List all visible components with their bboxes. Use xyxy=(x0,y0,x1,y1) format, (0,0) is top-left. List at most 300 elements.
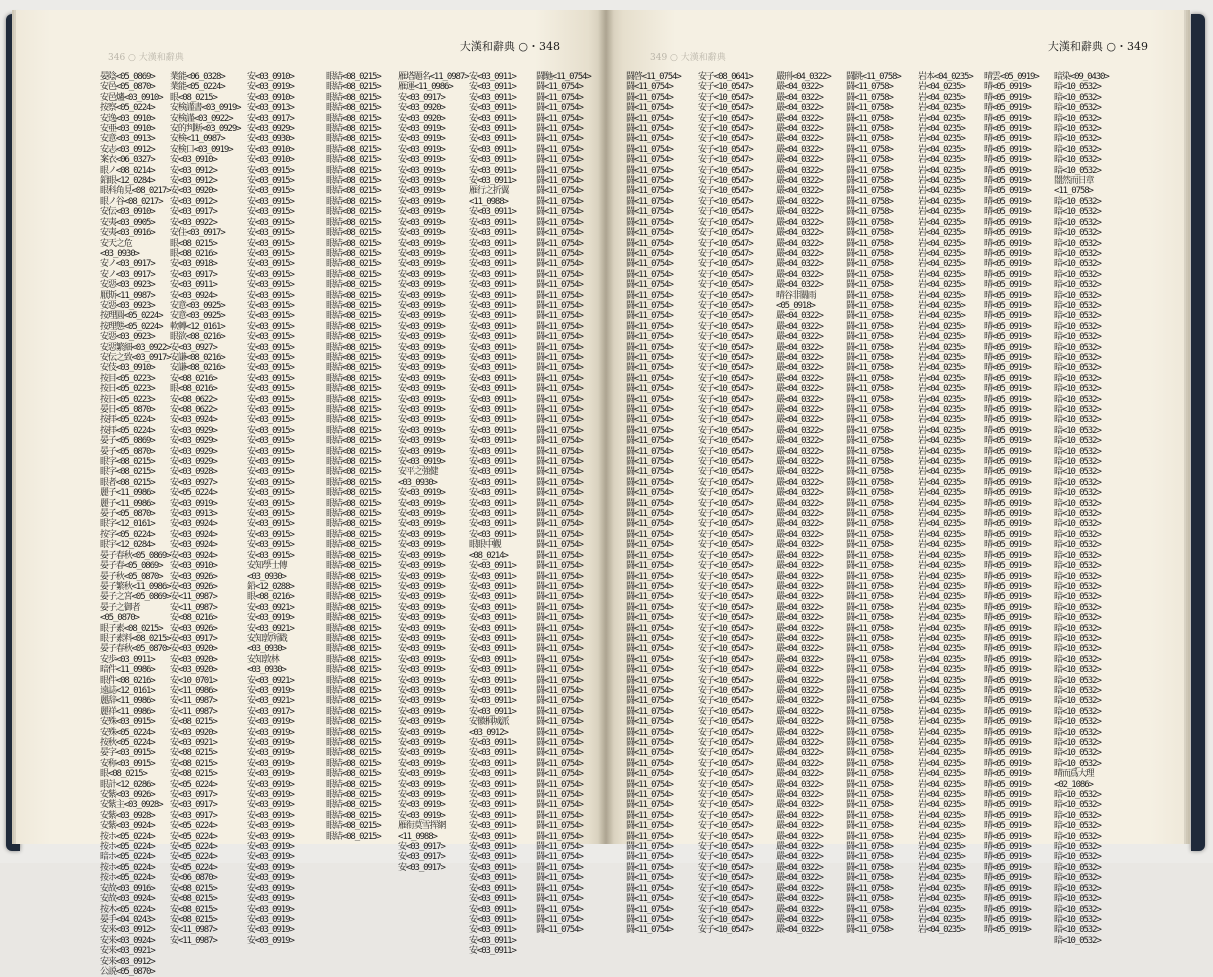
index-entry: 闘<11_0754> xyxy=(626,259,673,270)
index-entry: 嚴<04_0322> xyxy=(776,550,823,561)
index-entry: 晏日<05_0870> xyxy=(100,405,155,415)
index-entry: 晴<05_0919> xyxy=(984,134,1031,145)
index-entry: 按秋<05_0224> xyxy=(100,738,155,748)
index-entry: 闘<11_0754> xyxy=(626,894,673,905)
index-entry: 岩<04_0235> xyxy=(918,914,965,925)
index-entry: 安子<10_0547> xyxy=(698,259,753,270)
index-entry: 嚴<04_0322> xyxy=(776,425,823,436)
index-entry: 安<11_0987> xyxy=(170,935,217,946)
index-entry: 安<05_0224> xyxy=(170,821,217,832)
index-entry: 安殊<05_0224> xyxy=(100,727,155,738)
index-entry: 闘<11_0754> xyxy=(626,925,673,936)
index-entry: 安<03_0910> xyxy=(170,561,217,572)
index-entry: 闘<11_0754> xyxy=(536,883,583,894)
index-entry: 眼結<08_0215> xyxy=(326,509,381,520)
index-entry: 安<03_0911> xyxy=(469,248,516,259)
index-entry: 眼結<08_0215> xyxy=(326,571,381,582)
index-entry: 眼結<08_0215> xyxy=(326,155,381,166)
index-entry: 岩<04_0235> xyxy=(918,311,965,322)
index-entry: 安子<10_0547> xyxy=(698,457,753,468)
index-entry: 安天之危 xyxy=(100,238,132,249)
index-entry: 嚴<04_0322> xyxy=(776,665,823,676)
index-entry: 嚴<04_0322> xyxy=(776,228,823,239)
index-entry: 闘<11_0754> xyxy=(626,758,673,769)
index-entry: 安<03_0915> xyxy=(247,269,294,280)
index-entry: 嚴<04_0322> xyxy=(776,373,823,384)
index-entry: 闘<11_0754> xyxy=(626,571,673,582)
index-entry: 嚴<04_0322> xyxy=(776,155,823,166)
index-entry: 嚴<04_0322> xyxy=(776,779,823,790)
index-entry: 闘<11_0754> xyxy=(626,748,673,759)
index-entry: 岩<04_0235> xyxy=(918,176,965,187)
index-entry: 安<03_0919> xyxy=(247,613,294,624)
index-entry: 安検<11_0987> xyxy=(170,134,225,145)
index-entry: 闘<11_0758> xyxy=(846,311,893,322)
index-entry: 闘<11_0758> xyxy=(846,633,893,644)
index-entry: 嚴<04_0322> xyxy=(776,248,823,259)
index-entry: 岩<04_0235> xyxy=(918,321,965,332)
index-entry: 安伝之致<03_0917> xyxy=(100,352,171,363)
index-entry: 暗<10_0532> xyxy=(1054,873,1101,884)
index-entry: 安<03_0919> xyxy=(247,717,294,728)
index-entry: 闘<11_0754> xyxy=(536,321,583,332)
index-entry: 晏子之宮<05_0869> xyxy=(100,592,171,603)
index-entry: 闘<11_0754> xyxy=(626,207,673,218)
index-entry: 嚴<04_0322> xyxy=(776,561,823,572)
index-entry: 安知敦林 xyxy=(247,654,279,665)
index-entry: 安<03_0919> xyxy=(398,446,445,457)
index-entry: 安的判断<03_0929> xyxy=(170,124,241,135)
book-cover-right xyxy=(1191,14,1205,851)
index-entry: 闘<11_0758> xyxy=(846,124,893,135)
index-entry: 安子<10_0547> xyxy=(698,363,753,374)
index-entry: 眼結<08_0215> xyxy=(326,82,381,93)
index-entry: 晴<05_0919> xyxy=(984,873,1031,884)
index-entry: 安子<10_0547> xyxy=(698,425,753,436)
index-entry: 安<03_0915> xyxy=(247,457,294,468)
index-entry: 安<03_0921> xyxy=(247,696,294,707)
index-entry: 安<03_0911> xyxy=(469,207,516,218)
index-entry: 安<03_0919> xyxy=(398,592,445,603)
index-entry: 暗<10_0532> xyxy=(1054,758,1101,769)
index-entry: 安<08_0215> xyxy=(170,883,217,894)
index-entry: 按木<05_0224> xyxy=(100,904,155,915)
index-entry: 安ノ<03_0917> xyxy=(100,269,155,280)
index-entry: 暗<10_0532> xyxy=(1054,602,1101,613)
index-entry: 安<03_0919> xyxy=(398,311,445,322)
index-entry: 晴<05_0919> xyxy=(984,415,1031,426)
index-entry: 闘<11_0758> xyxy=(846,529,893,540)
index-entry: 岩<04_0235> xyxy=(918,717,965,728)
index-entry: 安<03_0911> xyxy=(469,394,516,405)
index-entry: 岩<04_0235> xyxy=(918,124,965,135)
index-entry: 暗<10_0532> xyxy=(1054,321,1101,332)
index-entry: 安<03_0919> xyxy=(398,706,445,717)
index-entry: 安<03_0915> xyxy=(247,280,294,291)
index-entry: 闘<11_0754> xyxy=(626,269,673,280)
index-entry: 眼結<08_0215> xyxy=(326,623,381,634)
index-entry: 安<03_0917> xyxy=(170,790,217,801)
index-entry: 安<03_0911> xyxy=(469,238,516,249)
index-entry: 安<03_0911> xyxy=(469,779,516,790)
index-entry: 岩<04_0235> xyxy=(918,248,965,259)
index-entry: 闘<11_0754> xyxy=(536,571,583,582)
index-entry: 安<03_0919> xyxy=(398,529,445,540)
index-entry: 眼結<08_0215> xyxy=(326,779,381,790)
index-entry: 眼結<08_0215> xyxy=(326,165,381,176)
index-entry: 暗<10_0532> xyxy=(1054,935,1101,946)
index-entry: 嚴<04_0322> xyxy=(776,311,823,322)
index-entry: 安子<10_0547> xyxy=(698,613,753,624)
index-entry: 晴<05_0919> xyxy=(984,685,1031,696)
index-entry: 暗<10_0532> xyxy=(1054,488,1101,499)
index-entry: 安子<10_0547> xyxy=(698,706,753,717)
index-entry: 嚴<04_0322> xyxy=(776,363,823,374)
index-entry: 遠誌<12_0161> xyxy=(100,685,155,696)
index-entry: 岩<04_0235> xyxy=(918,790,965,801)
index-entry: 安<03_0919> xyxy=(398,727,445,738)
index-entry: 安<03_0919> xyxy=(398,561,445,572)
index-entry: 眼結<08_0215> xyxy=(326,581,381,592)
index-entry: 安子<10_0547> xyxy=(698,498,753,509)
index-entry: 闘<11_0758> xyxy=(846,519,893,530)
index-entry: 闘<11_0758> xyxy=(846,727,893,738)
index-entry: 闘<11_0758> xyxy=(846,873,893,884)
index-entry: 闘<11_0754> xyxy=(536,425,583,436)
index-entry: 嚴<04_0322> xyxy=(776,790,823,801)
index-entry: 晴<05_0919> xyxy=(984,675,1031,686)
index-entry: 安来<03_0912> xyxy=(100,925,155,936)
index-entry: 晏子春秋<05_0869> xyxy=(100,550,171,561)
index-entry: 晴而爲大理 xyxy=(1054,769,1094,780)
index-entry: 暗<10_0532> xyxy=(1054,363,1101,374)
index-entry: 闘<11_0754> xyxy=(536,748,583,759)
index-entry: 安<03_0911> xyxy=(469,311,516,322)
index-entry: 安<03_0915> xyxy=(247,217,294,228)
index-entry: 安紫主<03_0928> xyxy=(100,800,163,811)
index-entry: 安子<10_0547> xyxy=(698,207,753,218)
index-entry: 晴<05_0919> xyxy=(984,436,1031,447)
index-entry: 嚴<04_0322> xyxy=(776,394,823,405)
index-entry: 安子<10_0547> xyxy=(698,831,753,842)
index-entry: 安来<03_0912> xyxy=(100,956,155,967)
index-entry: 安子<10_0547> xyxy=(698,561,753,572)
index-entry: 安<08_0215> xyxy=(170,914,217,925)
index-entry: 安<03_0911> xyxy=(469,581,516,592)
index-entry: 闘<11_0758> xyxy=(846,852,893,863)
index-entry: 安<03_0915> xyxy=(247,488,294,499)
index-entry: 按察<05_0224> xyxy=(100,103,155,114)
index-entry: 闘<11_0754> xyxy=(626,769,673,780)
index-entry: 闘<11_0754> xyxy=(626,446,673,457)
index-entry: 安<11_0987> xyxy=(170,592,217,603)
index-entry: 安<03_0915> xyxy=(247,498,294,509)
index-entry: 安子<10_0547> xyxy=(698,155,753,166)
index-entry: 眼結<08_0215> xyxy=(326,467,381,478)
index-entry: 安<03_0911> xyxy=(469,831,516,842)
index-entry: 岩<04_0235> xyxy=(918,363,965,374)
index-entry: 眼結<08_0215> xyxy=(326,321,381,332)
index-entry: 安<03_0911> xyxy=(469,592,516,603)
index-entry: 闘<11_0754> xyxy=(626,477,673,488)
index-entry: 晴<05_0919> xyxy=(984,519,1031,530)
index-entry: 嚴<04_0322> xyxy=(776,758,823,769)
index-entry: 安殊<03_0915> xyxy=(100,717,155,728)
index-entry: 闘<11_0754> xyxy=(626,176,673,187)
index-entry: 安<03_0911> xyxy=(469,561,516,572)
index-entry: 闘<11_0754> xyxy=(626,311,673,322)
index-entry: 安<03_0919> xyxy=(398,654,445,665)
index-entry: 安<03_0917> xyxy=(170,800,217,811)
index-entry: 安惡繁細<03_0922> xyxy=(100,342,171,353)
index-entry: 晴<05_0919> xyxy=(984,446,1031,457)
index-entry: 暗<10_0532> xyxy=(1054,259,1101,270)
index-entry: 闘<11_0758> xyxy=(846,769,893,780)
index-entry: 闘<11_0754> xyxy=(536,529,583,540)
index-entry: 暗<10_0532> xyxy=(1054,894,1101,905)
index-column xyxy=(170,72,241,946)
index-entry: 安<03_0911> xyxy=(469,321,516,332)
index-entry: 岩<04_0235> xyxy=(918,821,965,832)
index-entry: 安<03_0915> xyxy=(247,436,294,447)
index-entry: 安<03_0919> xyxy=(398,352,445,363)
index-entry: 安<03_0917> xyxy=(398,92,445,103)
index-entry: 暗<10_0532> xyxy=(1054,300,1101,311)
index-entry: 岩<04_0235> xyxy=(918,394,965,405)
index-entry: 安子<10_0547> xyxy=(698,581,753,592)
index-entry: 安<03_0919> xyxy=(247,852,294,863)
index-entry: 闘<11_0754> xyxy=(536,779,583,790)
index-entry: 闘<11_0758> xyxy=(846,207,893,218)
index-entry: 岩<04_0235> xyxy=(918,332,965,343)
index-entry: 安夷<03_0905> xyxy=(100,217,155,228)
index-entry: 安<08_0215> xyxy=(170,904,217,915)
index-entry: 嚴<04_0322> xyxy=(776,488,823,499)
index-entry: 安子<10_0547> xyxy=(698,914,753,925)
index-entry: 晴<05_0919> xyxy=(984,561,1031,572)
index-entry: 岩<04_0235> xyxy=(918,685,965,696)
index-entry: 晴<05_0919> xyxy=(984,425,1031,436)
index-entry: 暗<10_0532> xyxy=(1054,675,1101,686)
index-entry: 安故<03_0916> xyxy=(100,883,155,894)
index-entry: 暗<10_0532> xyxy=(1054,217,1101,228)
index-entry: 安子<10_0547> xyxy=(698,405,753,415)
index-entry: 暗<10_0532> xyxy=(1054,332,1101,343)
index-entry: 安<03_0913> xyxy=(170,509,217,520)
index-entry: 安子<10_0547> xyxy=(698,748,753,759)
index-entry: 安<03_0911> xyxy=(469,165,516,176)
index-entry: 闘<11_0754> xyxy=(536,654,583,665)
index-entry: 安子<10_0547> xyxy=(698,758,753,769)
index-entry: 眼欲<08_0216> xyxy=(170,332,225,343)
index-entry: 眼結<08_0215> xyxy=(326,311,381,322)
index-entry: 安<03_0919> xyxy=(398,300,445,311)
index-entry: 安<03_0919> xyxy=(398,415,445,426)
index-entry: 安<03_0919> xyxy=(398,717,445,728)
index-entry: 安<03_0915> xyxy=(247,363,294,374)
index-entry: 安徽桐城派 xyxy=(469,717,509,728)
index-entry: 暗<10_0532> xyxy=(1054,415,1101,426)
index-entry: 暗<10_0532> xyxy=(1054,394,1101,405)
index-entry: 岩<04_0235> xyxy=(918,509,965,520)
index-entry: 安<03_0911> xyxy=(469,665,516,676)
index-entry: 安<03_0919> xyxy=(398,290,445,301)
index-entry: 眼結<08_0215> xyxy=(326,644,381,655)
index-entry: 眼件<08_0216> xyxy=(100,675,155,686)
index-entry: 嚴<04_0322> xyxy=(776,457,823,468)
index-entry: 眼結<08_0215> xyxy=(326,675,381,686)
index-entry: 安<08_0216> xyxy=(170,373,217,384)
index-entry: 安子<10_0547> xyxy=(698,842,753,853)
index-entry: 闘<11_0754> xyxy=(536,790,583,801)
index-entry: 晴<05_0919> xyxy=(984,186,1031,197)
index-entry: 安<03_0919> xyxy=(247,935,294,946)
index-entry: 嚴<04_0322> xyxy=(776,633,823,644)
index-entry: 安<03_0911> xyxy=(469,821,516,832)
index-entry: 闘<11_0754> xyxy=(626,415,673,426)
index-entry: 闘<11_0754> xyxy=(626,321,673,332)
index-entry: 暗<10_0532> xyxy=(1054,290,1101,301)
index-entry: 闘<11_0758> xyxy=(846,696,893,707)
index-entry: 闘<11_0758> xyxy=(846,217,893,228)
index-entry: 闘<11_0758> xyxy=(846,269,893,280)
index-entry: 眼結<08_0215> xyxy=(326,269,381,280)
index-entry: 岩<04_0235> xyxy=(918,269,965,280)
index-entry: 晴<05_0919> xyxy=(984,727,1031,738)
index-entry: 安<05_0224> xyxy=(170,488,217,499)
index-entry: 闘<11_0754> xyxy=(536,155,583,166)
index-entry: 安夷<03_0916> xyxy=(100,228,155,239)
index-entry: 安<03_0911> xyxy=(469,363,516,374)
index-entry: 安<03_0919> xyxy=(247,904,294,915)
index-entry: 眼<08_0215> xyxy=(170,238,217,249)
index-entry: 闘<11_0754> xyxy=(626,779,673,790)
index-entry: 安<11_0987> xyxy=(170,706,217,717)
index-entry: 晴<05_0919> xyxy=(984,113,1031,124)
index-entry: 闘<11_0758> xyxy=(846,238,893,249)
index-entry: 闘<11_0754> xyxy=(626,633,673,644)
index-entry: 闘<11_0754> xyxy=(626,613,673,624)
index-entry: 暗<10_0532> xyxy=(1054,581,1101,592)
index-entry: 安平之強健 xyxy=(398,467,438,478)
index-entry: 嚴<04_0322> xyxy=(776,602,823,613)
index-entry: 闘<11_0758> xyxy=(846,821,893,832)
index-entry: 安<03_0911> xyxy=(469,259,516,270)
index-entry: 晴<05_0919> xyxy=(984,706,1031,717)
index-entry: 晴<05_0919> xyxy=(984,613,1031,624)
index-entry: 晴<05_0919> xyxy=(984,862,1031,873)
index-entry: 嚴<04_0322> xyxy=(776,436,823,447)
index-entry: 眼結<08_0215> xyxy=(326,196,381,207)
index-entry: 安<03_0911> xyxy=(469,373,516,384)
index-entry: 岩<04_0235> xyxy=(918,488,965,499)
index-entry: 安子<10_0547> xyxy=(698,124,753,135)
index-entry: 闘<11_0758> xyxy=(846,758,893,769)
index-entry: 暗<10_0532> xyxy=(1054,384,1101,395)
index-entry: 安<03_0919> xyxy=(398,363,445,374)
index-entry: 闘<11_0754> xyxy=(536,758,583,769)
index-entry: 闘<11_0758> xyxy=(846,92,893,103)
index-entry: 安<03_0911> xyxy=(469,696,516,707)
index-entry: 闘<11_0754> xyxy=(626,82,673,93)
index-entry: 晏子繁秋<11_0986> xyxy=(100,581,171,592)
index-entry: 安<03_0911> xyxy=(469,925,516,936)
index-entry: 安<03_0924> xyxy=(170,519,217,530)
index-entry: 嚴<04_0322> xyxy=(776,852,823,863)
index-entry: 安<03_0915> xyxy=(247,259,294,270)
index-entry: 安<03_0911> xyxy=(469,457,516,468)
index-entry: 岩<04_0235> xyxy=(918,550,965,561)
index-entry: 闘<11_0758> xyxy=(846,332,893,343)
index-entry: 安<03_0919> xyxy=(398,758,445,769)
index-entry: 岩<04_0235> xyxy=(918,810,965,821)
index-entry: 安<03_0920> xyxy=(398,113,445,124)
index-entry: 岩<04_0235> xyxy=(918,82,965,93)
index-entry: 眼結<08_0215> xyxy=(326,446,381,457)
index-entry: 安<03_0919> xyxy=(247,738,294,748)
index-entry: 安<03_0919> xyxy=(398,259,445,270)
index-entry: 安<03_0919> xyxy=(398,207,445,218)
index-entry: 眼結<08_0215> xyxy=(326,519,381,530)
index-entry: 安<03_0910> xyxy=(170,155,217,166)
index-entry: 安検口<03_0919> xyxy=(170,144,233,155)
index-entry: 安<03_0919> xyxy=(247,821,294,832)
index-column xyxy=(247,72,319,946)
index-entry: 安<03_0919> xyxy=(398,217,445,228)
index-entry: 晴<05_0919> xyxy=(984,207,1031,218)
index-entry: 安<03_0915> xyxy=(247,186,294,197)
index-entry: 眼結<08_0215> xyxy=(326,592,381,603)
index-entry: <03_0930> xyxy=(247,571,286,582)
index-entry: 安<03_0915> xyxy=(247,342,294,353)
index-entry: 岩<04_0235> xyxy=(918,457,965,468)
index-entry: 闘<11_0754> xyxy=(626,904,673,915)
index-entry: 嚴<04_0322> xyxy=(776,810,823,821)
index-entry: 安<03_0911> xyxy=(469,675,516,686)
index-entry: 眼結<08_0215> xyxy=(326,373,381,384)
index-entry: 安<03_0911> xyxy=(469,477,516,488)
index-entry: 晴<05_0919> xyxy=(984,914,1031,925)
index-entry: 闘<11_0754> xyxy=(626,883,673,894)
index-entry: 安<03_0919> xyxy=(398,613,445,624)
index-entry: 晴<05_0919> xyxy=(984,405,1031,415)
index-entry: 暗<10_0532> xyxy=(1054,842,1101,853)
index-entry: 晏子<05_0869> xyxy=(100,436,155,447)
index-entry: 闘<11_0754> xyxy=(626,248,673,259)
index-entry: 晴<05_0919> xyxy=(984,540,1031,551)
index-entry: 嚴<04_0322> xyxy=(776,831,823,842)
index-entry: 安子<10_0547> xyxy=(698,852,753,863)
index-entry: 安<03_0919> xyxy=(398,228,445,239)
index-entry: 晴<05_0919> xyxy=(984,384,1031,395)
index-entry: 麗子<11_0986> xyxy=(100,498,155,509)
index-entry: 眼結<08_0215> xyxy=(326,706,381,717)
index-entry: 闘<11_0758> xyxy=(846,925,893,936)
index-entry: 闘<11_0754> xyxy=(626,592,673,603)
index-entry: 暗<10_0532> xyxy=(1054,509,1101,520)
index-entry: 闘<11_0758> xyxy=(846,581,893,592)
ghost-header: 346 ○ 大漢和辭典 xyxy=(108,53,184,63)
index-entry: 安<03_0919> xyxy=(398,633,445,644)
index-entry: 晴<05_0919> xyxy=(984,144,1031,155)
index-entry: 按ホ<05_0224> xyxy=(100,873,155,884)
index-entry: 闘<11_0758> xyxy=(846,665,893,676)
index-entry: 闘<11_0754> xyxy=(536,488,583,499)
index-entry: 安<03_0915> xyxy=(247,529,294,540)
index-entry: 安<03_0911> xyxy=(469,758,516,769)
index-entry: 闘<11_0758> xyxy=(846,280,893,291)
index-entry: 眼結<08_0215> xyxy=(326,738,381,748)
